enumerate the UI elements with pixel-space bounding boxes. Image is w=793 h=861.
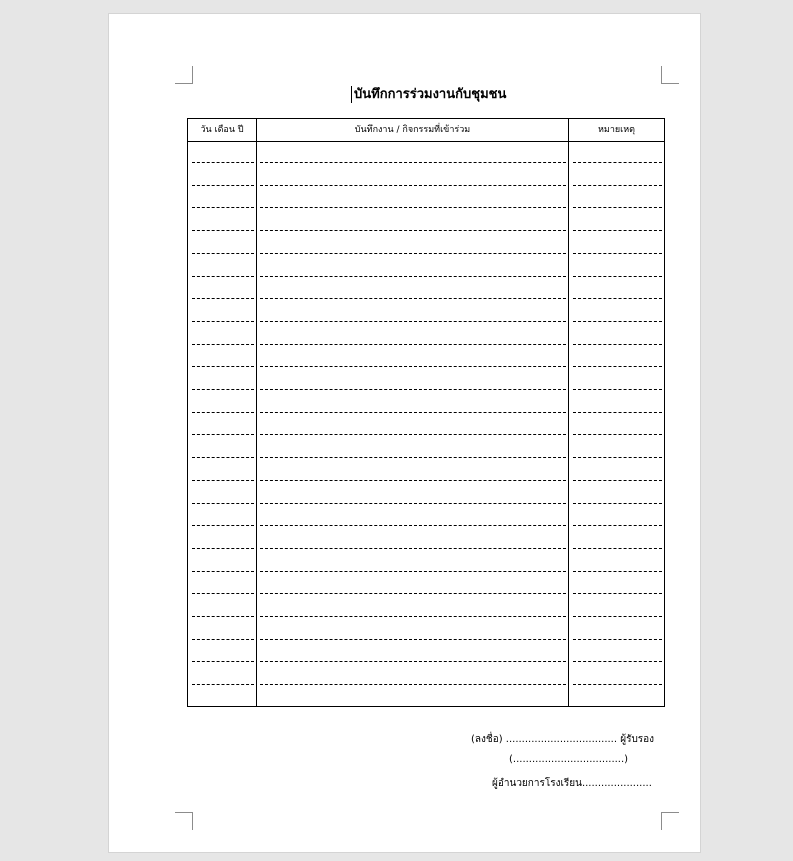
dotted-fill-line [192, 276, 254, 277]
dotted-fill-line [192, 593, 254, 594]
dotted-fill-line [260, 503, 566, 504]
crop-mark-bottom-left [175, 812, 193, 830]
dotted-fill-line [573, 684, 662, 685]
dotted-fill-line [260, 298, 566, 299]
dotted-fill-line [573, 276, 662, 277]
dotted-fill-line [260, 684, 566, 685]
dotted-fill-line [573, 548, 662, 549]
dotted-fill-line [260, 162, 566, 163]
dotted-fill-line [573, 344, 662, 345]
dotted-fill-line [260, 321, 566, 322]
dotted-fill-line [573, 162, 662, 163]
dotted-fill-line [573, 412, 662, 413]
document-page [108, 13, 701, 853]
dotted-fill-line [192, 548, 254, 549]
signature-line-name[interactable]: (...................................) [509, 754, 629, 765]
dotted-fill-line [260, 480, 566, 481]
header-date[interactable]: วัน เดือน ปี [200, 125, 244, 135]
document-title[interactable]: บันทึกการร่วมงานกับชุมชน [351, 86, 506, 103]
dotted-fill-line [260, 412, 566, 413]
dotted-fill-line [573, 389, 662, 390]
dotted-fill-line [192, 207, 254, 208]
dotted-fill-line [573, 525, 662, 526]
dotted-fill-line [260, 661, 566, 662]
dotted-fill-line [260, 639, 566, 640]
signature-line-position[interactable]: ผู้อำนวยการโรงเรียน...................... [492, 778, 652, 789]
header-remarks[interactable]: หมายเหตุ [597, 125, 636, 135]
dotted-fill-line [260, 344, 566, 345]
dotted-fill-line [260, 457, 566, 458]
header-activity[interactable]: บันทึกงาน / กิจกรรมที่เข้าร่วม [354, 125, 471, 135]
dotted-fill-line [573, 230, 662, 231]
dotted-fill-line [260, 207, 566, 208]
dotted-fill-line [260, 434, 566, 435]
record-table [187, 118, 665, 707]
dotted-fill-line [260, 366, 566, 367]
dotted-fill-line [573, 207, 662, 208]
dotted-fill-line [192, 162, 254, 163]
dotted-fill-line [260, 525, 566, 526]
dotted-fill-line [192, 616, 254, 617]
dotted-fill-line [573, 571, 662, 572]
dotted-fill-line [192, 503, 254, 504]
dotted-fill-line [192, 639, 254, 640]
dotted-fill-line [573, 503, 662, 504]
dotted-fill-line [192, 321, 254, 322]
dotted-fill-line [192, 480, 254, 481]
dotted-fill-line [192, 298, 254, 299]
dotted-fill-line [573, 185, 662, 186]
dotted-fill-line [573, 480, 662, 481]
dotted-fill-line [260, 276, 566, 277]
dotted-fill-line [573, 253, 662, 254]
dotted-fill-line [573, 661, 662, 662]
dotted-fill-line [192, 344, 254, 345]
crop-mark-top-right [661, 66, 679, 84]
dotted-fill-line [260, 253, 566, 254]
dotted-fill-line [192, 525, 254, 526]
dotted-fill-line [573, 298, 662, 299]
dotted-fill-line [260, 593, 566, 594]
dotted-fill-line [192, 684, 254, 685]
dotted-fill-line [573, 457, 662, 458]
signature-line-signer[interactable]: (ลงชื่อ) ................................... ผู้รับรอง [471, 734, 655, 745]
dotted-fill-line [260, 389, 566, 390]
dotted-fill-line [573, 593, 662, 594]
dotted-fill-line [260, 616, 566, 617]
dotted-fill-line [192, 412, 254, 413]
crop-mark-top-left [175, 66, 193, 84]
crop-mark-bottom-right [661, 812, 679, 830]
dotted-fill-line [573, 366, 662, 367]
dotted-fill-line [192, 434, 254, 435]
dotted-fill-line [573, 321, 662, 322]
dotted-fill-line [192, 457, 254, 458]
dotted-fill-line [192, 571, 254, 572]
dotted-fill-line [573, 639, 662, 640]
dotted-fill-line [573, 616, 662, 617]
dotted-fill-line [192, 661, 254, 662]
dotted-fill-line [260, 571, 566, 572]
dotted-fill-line [192, 389, 254, 390]
dotted-fill-line [192, 253, 254, 254]
dotted-fill-line [573, 434, 662, 435]
dotted-fill-line [260, 548, 566, 549]
dotted-fill-line [192, 185, 254, 186]
dotted-fill-line [192, 230, 254, 231]
dotted-fill-line [260, 185, 566, 186]
table-rows [188, 142, 664, 706]
dotted-fill-line [260, 230, 566, 231]
dotted-fill-line [192, 366, 254, 367]
